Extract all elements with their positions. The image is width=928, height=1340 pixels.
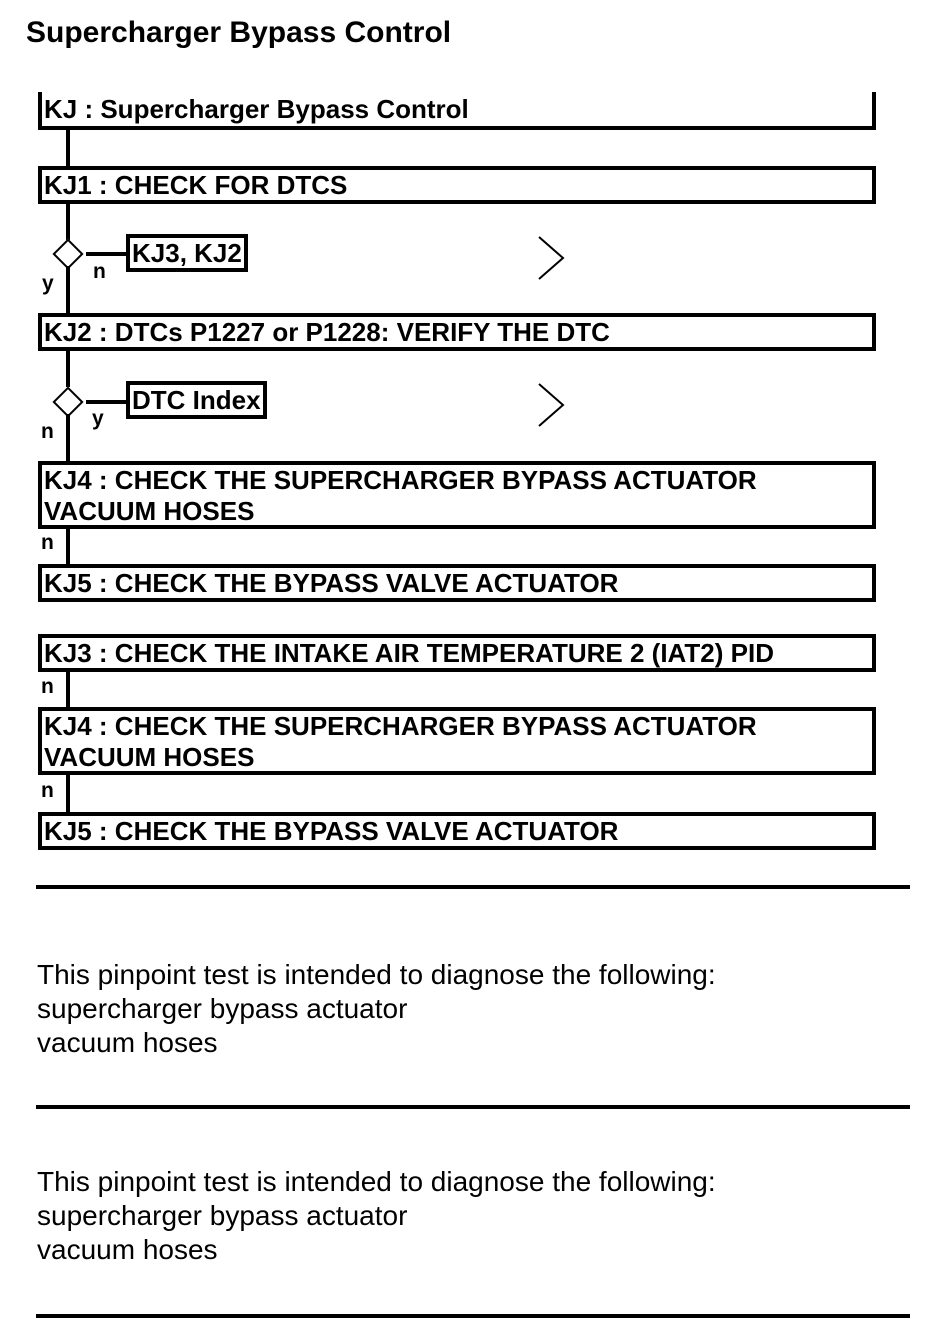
step-kj4-a[interactable]: [38, 461, 876, 529]
step-kj1[interactable]: [38, 166, 876, 204]
connector-kj2-decision2: [66, 351, 70, 387]
header-right-edge: [872, 92, 876, 100]
description-block-1: [37, 958, 716, 1060]
decision2-branch-line: [86, 400, 128, 404]
step-kj3-label: KJ3 : CHECK THE INTAKE AIR TEMPERATURE 2 (IAT2) PID: [44, 638, 774, 668]
connector-decision2-kj4: [66, 414, 70, 462]
description-item: vacuum hoses: [37, 1027, 218, 1058]
connector-kj1-decision1: [66, 204, 70, 240]
step-kj5-a-label: KJ5 : CHECK THE BYPASS VALVE ACTUATOR: [44, 568, 619, 598]
jump-target-kj3-kj2-label: KJ3, KJ2: [132, 238, 242, 268]
decision2-diamond: [52, 386, 83, 417]
description-block-2: [37, 1165, 716, 1267]
divider-2: [36, 1105, 910, 1109]
decision1-branch-line: [86, 252, 128, 256]
jump-target-dtc-index-label: DTC Index: [132, 385, 261, 415]
chevron-right-icon[interactable]: [536, 382, 568, 428]
link-label-n-c: n: [41, 779, 54, 802]
jump-target-kj3-kj2[interactable]: [126, 234, 248, 272]
link-label-n-a: n: [41, 531, 54, 554]
decision1-branch-label: n: [93, 260, 106, 283]
description-intro: This pinpoint test is intended to diagnose the following:: [37, 1166, 716, 1197]
header-left-edge: [38, 92, 42, 100]
description-item: supercharger bypass actuator: [37, 1200, 408, 1231]
step-kj4-b[interactable]: [38, 707, 876, 775]
step-kj5-a[interactable]: [38, 564, 876, 602]
connector-header-kj1: [66, 130, 70, 166]
step-kj4-b-line1: KJ4 : CHECK THE SUPERCHARGER BYPASS ACTUATOR: [44, 711, 757, 741]
connector-decision1-kj2: [66, 266, 70, 314]
page-title: Supercharger Bypass Control: [26, 16, 452, 49]
header-box-label: KJ : Supercharger Bypass Control: [44, 94, 469, 124]
chevron-right-icon[interactable]: [536, 235, 568, 281]
step-kj2-label: KJ2 : DTCs P1227 or P1228: VERIFY THE DTC: [44, 317, 610, 347]
decision2-continue-label: n: [41, 420, 54, 443]
description-item: vacuum hoses: [37, 1234, 218, 1265]
connector-kj3-kj4: [66, 672, 70, 708]
step-kj5-b[interactable]: [38, 812, 876, 850]
divider-1: [36, 885, 910, 889]
jump-target-dtc-index[interactable]: [126, 381, 267, 419]
divider-3: [36, 1314, 910, 1318]
connector-kj4-kj5-a: [66, 529, 70, 565]
decision1-continue-label: y: [42, 272, 54, 295]
step-kj5-b-label: KJ5 : CHECK THE BYPASS VALVE ACTUATOR: [44, 816, 619, 846]
step-kj4-a-line2: VACUUM HOSES: [44, 496, 255, 526]
step-kj4-a-line1: KJ4 : CHECK THE SUPERCHARGER BYPASS ACTUATOR: [44, 465, 757, 495]
decision2-branch-label: y: [92, 407, 104, 430]
step-kj3[interactable]: [38, 634, 876, 672]
step-kj2[interactable]: [38, 313, 876, 351]
link-label-n-b: n: [41, 675, 54, 698]
step-kj4-b-line2: VACUUM HOSES: [44, 742, 255, 772]
decision1-diamond: [52, 238, 83, 269]
connector-kj4-kj5-b: [66, 775, 70, 813]
description-item: supercharger bypass actuator: [37, 993, 408, 1024]
step-kj1-label: KJ1 : CHECK FOR DTCS: [44, 170, 348, 200]
flowchart-header-box: [38, 92, 876, 130]
description-intro: This pinpoint test is intended to diagnose the following:: [37, 959, 716, 990]
